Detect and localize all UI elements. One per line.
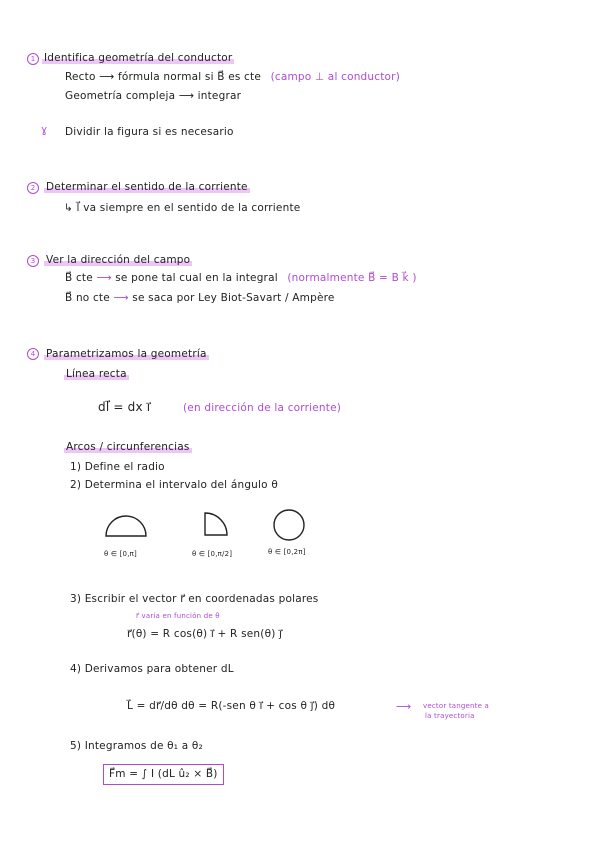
s3-line2-rule: se saca por Ley Biot-Savart / Ampère: [132, 292, 335, 304]
shape-2-label: θ ∈ [0,π/2]: [192, 550, 233, 558]
step-3-note: r⃗ varía en función de θ: [136, 612, 220, 620]
arrow-right-icon: ⟶: [113, 292, 129, 304]
step-1: 1) Define el radio: [70, 461, 165, 473]
s1-line1-note: (campo ⊥ al conductor): [270, 71, 400, 83]
arrow-right-icon: ⟶: [396, 701, 412, 713]
s1-line2-action: integrar: [197, 90, 242, 102]
section-number-4: 4: [27, 348, 39, 360]
step-3-formula: r⃗(θ) = R cos(θ) i⃗ + R sen(θ) j⃗: [127, 628, 283, 640]
step-4: 4) Derivamos para obtener dL: [70, 663, 234, 675]
circle-shape: [272, 508, 306, 542]
section-number-3: 3: [27, 255, 39, 267]
step-2: 2) Determina el intervalo del ángulo θ: [70, 479, 278, 491]
shape-3-label: θ ∈ [0,2π]: [268, 548, 306, 556]
s1-line1: [65, 71, 400, 84]
s3-line2-label: B⃗ no cte: [65, 292, 110, 304]
section-3-title: Ver la dirección del campo: [46, 254, 191, 266]
quarter-circle-shape: [203, 511, 229, 537]
s1-note: Dividir la figura si es necesario: [65, 126, 234, 138]
arrow-right-icon: ⟶: [99, 71, 115, 83]
step-4-note-2: la trayectoria: [425, 712, 475, 720]
step-5: 5) Integramos de θ₁ a θ₂: [70, 740, 203, 752]
recta-note: (en dirección de la corriente): [183, 402, 342, 414]
section-number-2: 2: [27, 182, 39, 194]
recta-title: Línea recta: [66, 368, 127, 380]
step-3: 3) Escribir el vector r⃗ en coordenadas polares: [70, 593, 319, 605]
arcos-title: Arcos / circunferencias: [66, 441, 190, 453]
arrow-right-icon: ⟶: [178, 90, 195, 102]
s3-line1-note: (normalmente B⃗ = B k⃗ ): [287, 272, 417, 284]
step-4-note-1: vector tangente a: [423, 702, 490, 710]
s2-sub: ↳ l⃗ va siempre en el sentido de la corriente: [64, 202, 301, 214]
recta-formula: dl⃗ = dx i⃗: [98, 400, 151, 414]
section-4-title: Parametrizamos la geometría: [46, 348, 207, 360]
step-4-formula: L⃗ = dr⃗/dθ dθ = R(-sen θ i⃗ + cos θ j⃗) dθ: [127, 700, 336, 712]
s1-line2-label: Geometría compleja: [65, 90, 176, 102]
s3-line1-label: B⃗ cte: [65, 272, 93, 284]
section-1-title: Identifica geometría del conductor: [44, 52, 233, 64]
arrow-right-icon: ⟶: [96, 272, 112, 284]
note-icon: ɣ: [41, 124, 48, 136]
s3-line1: [65, 272, 417, 285]
semicircle-shape: [104, 512, 148, 538]
s1-line1-label: Recto: [65, 71, 96, 83]
s3-line1-rule: se pone tal cual en la integral: [115, 272, 278, 284]
section-2-title: Determinar el sentido de la corriente: [46, 181, 248, 193]
s1-line2: [65, 90, 241, 103]
s1-line1-rule: fórmula normal si B⃗ es cte: [117, 71, 262, 83]
s3-line2: [65, 292, 335, 305]
final-formula-box: F⃗m = ∫ I (dL û₂ × B⃗): [103, 764, 224, 785]
shape-1-label: θ ∈ [0,π]: [104, 550, 137, 558]
section-number-1: 1: [27, 53, 39, 65]
